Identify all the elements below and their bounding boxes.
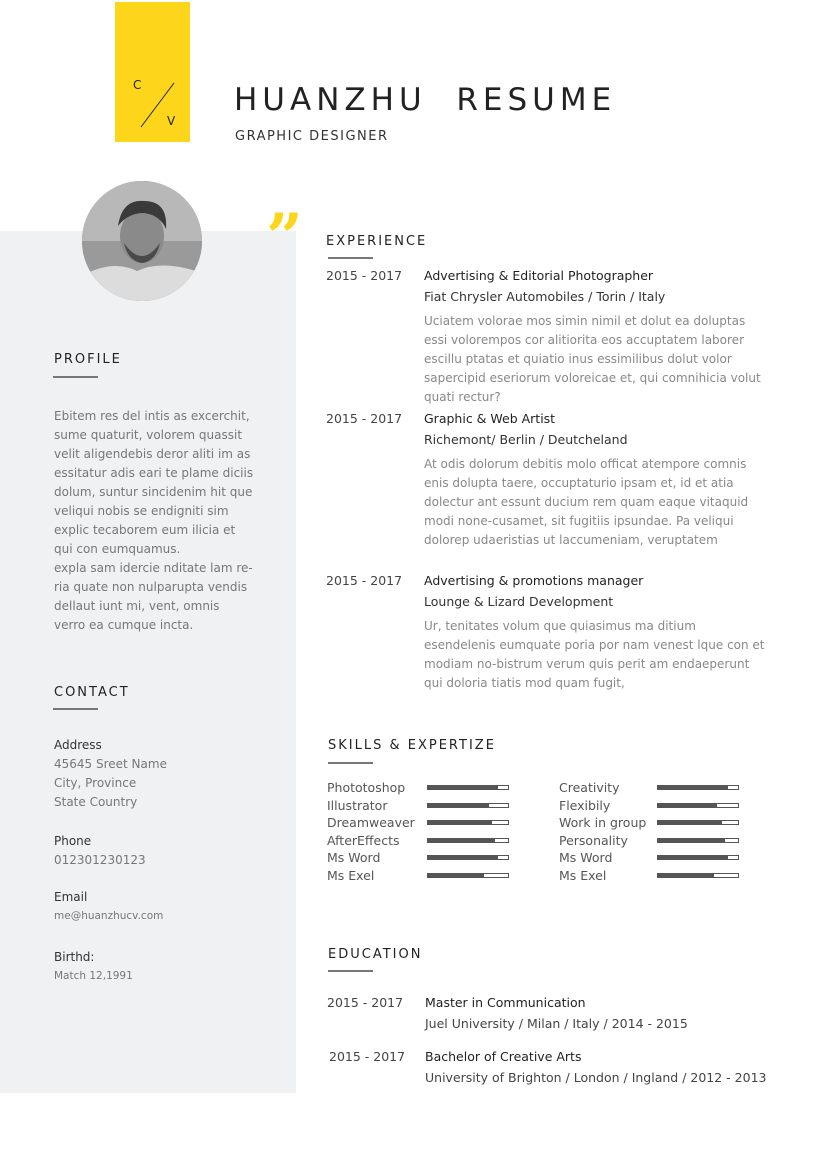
skill-bar-fill	[658, 786, 728, 789]
birth-value: Match 12,1991	[54, 970, 133, 982]
skill-name: Ms Exel	[327, 867, 375, 883]
experience-role: Advertising & promotions manager	[424, 573, 644, 588]
skill-bar-fill	[658, 821, 722, 824]
profile-text	[54, 407, 254, 635]
skills-left-list	[327, 779, 517, 885]
experience-rule	[328, 257, 373, 259]
experience-date: 2015 - 2017	[326, 411, 403, 426]
skill-row	[559, 779, 749, 797]
skill-bar	[657, 873, 739, 878]
experience-org: Lounge & Lizard Development	[424, 594, 614, 609]
name-last: RESUME	[456, 82, 617, 118]
slash-divider	[115, 2, 190, 142]
skill-bar	[657, 838, 739, 843]
phone-value: 012301230123	[54, 853, 146, 867]
skill-bar	[657, 803, 739, 808]
cv-badge	[115, 2, 190, 142]
skill-name: Ms Word	[559, 850, 613, 866]
skill-name: Ms Word	[327, 850, 381, 866]
skills-heading: SKILLS & EXPERTIZE	[328, 738, 496, 753]
skill-row	[559, 849, 749, 867]
education-school: Juel University / Milan / Italy / 2014 - 2015	[425, 1016, 688, 1031]
skills-rule	[328, 762, 373, 764]
education-degree: Master in Communication	[425, 995, 586, 1010]
skill-row	[327, 797, 517, 815]
experience-desc: Uciatem volorae mos simin nimil et dolut ea doluptas essi volorempos cor alitiorita eos accuptatem laborer escillu ptatas et quiatio inus essimilibus dolut volor sapercipid eseriorum voloreicae et, qui comnihicia volut quati rectur?	[424, 314, 761, 404]
profile-photo	[82, 181, 202, 301]
skill-name: Dreamweaver	[327, 815, 415, 831]
experience-desc: Ur, tenitates volum que quiasimus ma ditium esendelenis eumquate poria por nam venest lque con et modiam no-bistrum verum quis perit am endaeperunt qui doloria tiatis mod quam fugit,	[424, 619, 765, 690]
address-line: State Country	[54, 795, 138, 809]
skill-bar	[427, 873, 509, 878]
contact-heading: CONTACT	[54, 685, 130, 700]
skill-bar-fill	[428, 821, 492, 824]
skill-bar-fill	[658, 874, 714, 877]
skill-bar	[427, 820, 509, 825]
profile-rule	[53, 376, 98, 378]
skill-name: Phototoshop	[327, 780, 406, 795]
skill-name: Personality	[559, 832, 628, 848]
skill-bar-fill	[428, 874, 484, 877]
skill-bar	[427, 838, 509, 843]
skill-bar	[657, 785, 739, 790]
profile-heading: PROFILE	[54, 352, 122, 367]
experience-role: Advertising & Editorial Photographer	[424, 268, 654, 283]
skill-bar	[657, 820, 739, 825]
experience-date: 2015 - 2017	[326, 268, 403, 283]
sidebar-panel	[0, 231, 296, 1093]
skill-bar	[427, 855, 509, 860]
badge-letter-v: V	[167, 114, 176, 128]
experience-role: Graphic & Web Artist	[424, 411, 556, 426]
phone-label: Phone	[54, 834, 92, 848]
skill-bar-fill	[658, 856, 728, 859]
education-degree: Bachelor of Creative Arts	[425, 1049, 582, 1064]
profile-paragraph-2: expla sam idercie nditate lam re-ria quate non nulparupta vendis dellaut iunt mi, vent, omnis verro ea cumque incta.	[54, 561, 253, 632]
skill-row	[559, 867, 749, 885]
skills-right-list	[559, 779, 749, 885]
skill-row	[327, 867, 517, 885]
experience-desc: At odis dolorum debitis molo officat atempore comnis enis dolupta taere, occuptaturio ipsam et, id et atia dolectur ant essunt ducium rem quam eaque vitaquid modi none-cusamet, sit fugitiis ipsundae. Pa veliqui dolorep udaeristias ut laccumeniam, veruptatem	[424, 457, 749, 547]
skill-row	[559, 797, 749, 815]
experience-date: 2015 - 2017	[326, 573, 403, 588]
badge-letter-c: C	[133, 78, 142, 92]
skill-name: Illustrator	[327, 797, 388, 813]
birth-label: Birthd:	[54, 950, 95, 964]
skill-name: Ms Exel	[559, 867, 607, 883]
skill-bar	[427, 803, 509, 808]
address-line: 45645 Sreet Name	[54, 757, 167, 771]
skill-row	[327, 779, 517, 797]
skill-bar-fill	[428, 856, 498, 859]
skill-bar-fill	[658, 839, 725, 842]
skill-bar-fill	[428, 839, 495, 842]
education-rule	[328, 970, 373, 972]
job-title: GRAPHIC DESIGNER	[235, 129, 389, 144]
education-school: University of Brighton / London / Ingland / 2012 - 2013	[425, 1070, 767, 1085]
address-block	[54, 755, 167, 812]
address-line: City, Province	[54, 776, 137, 790]
skill-row	[559, 814, 749, 832]
skill-name: Creativity	[559, 780, 620, 795]
skill-name: Work in group	[559, 815, 647, 831]
skill-row	[327, 849, 517, 867]
contact-rule	[53, 708, 98, 710]
skill-bar	[427, 785, 509, 790]
quote-mark: ”	[266, 200, 303, 275]
profile-paragraph-1: Ebitem res del intis as excerchit, sume quaturit, volorem quassit velit aligendebis deror aliti im as essitatur adis eari te plame diciis dolum, suntur sincidenim hit que veliqui nobis se endigniti sim explic tecaborem eum ilicia et qui con eumquamus.	[54, 409, 254, 556]
portrait-image	[82, 181, 202, 301]
skill-row	[327, 814, 517, 832]
experience-org: Fiat Chrysler Automobiles / Torin / Italy	[424, 289, 666, 304]
skill-bar-fill	[428, 786, 498, 789]
experience-org: Richemont/ Berlin / Deutcheland	[424, 432, 628, 447]
skill-bar	[657, 855, 739, 860]
address-label: Address	[54, 738, 102, 752]
page-title	[234, 82, 616, 118]
email-value: me@huanzhucv.com	[54, 910, 164, 922]
experience-heading: EXPERIENCE	[326, 234, 428, 249]
name-first: HUANZHU	[234, 82, 427, 118]
education-date: 2015 - 2017	[329, 1049, 406, 1064]
skill-name: Flexibily	[559, 797, 611, 813]
skill-row	[559, 832, 749, 850]
skill-bar-fill	[428, 804, 489, 807]
skill-name: AfterEffects	[327, 832, 400, 848]
skill-bar-fill	[658, 804, 717, 807]
education-heading: EDUCATION	[328, 947, 423, 962]
skill-row	[327, 832, 517, 850]
email-label: Email	[54, 890, 88, 904]
education-date: 2015 - 2017	[327, 995, 404, 1010]
